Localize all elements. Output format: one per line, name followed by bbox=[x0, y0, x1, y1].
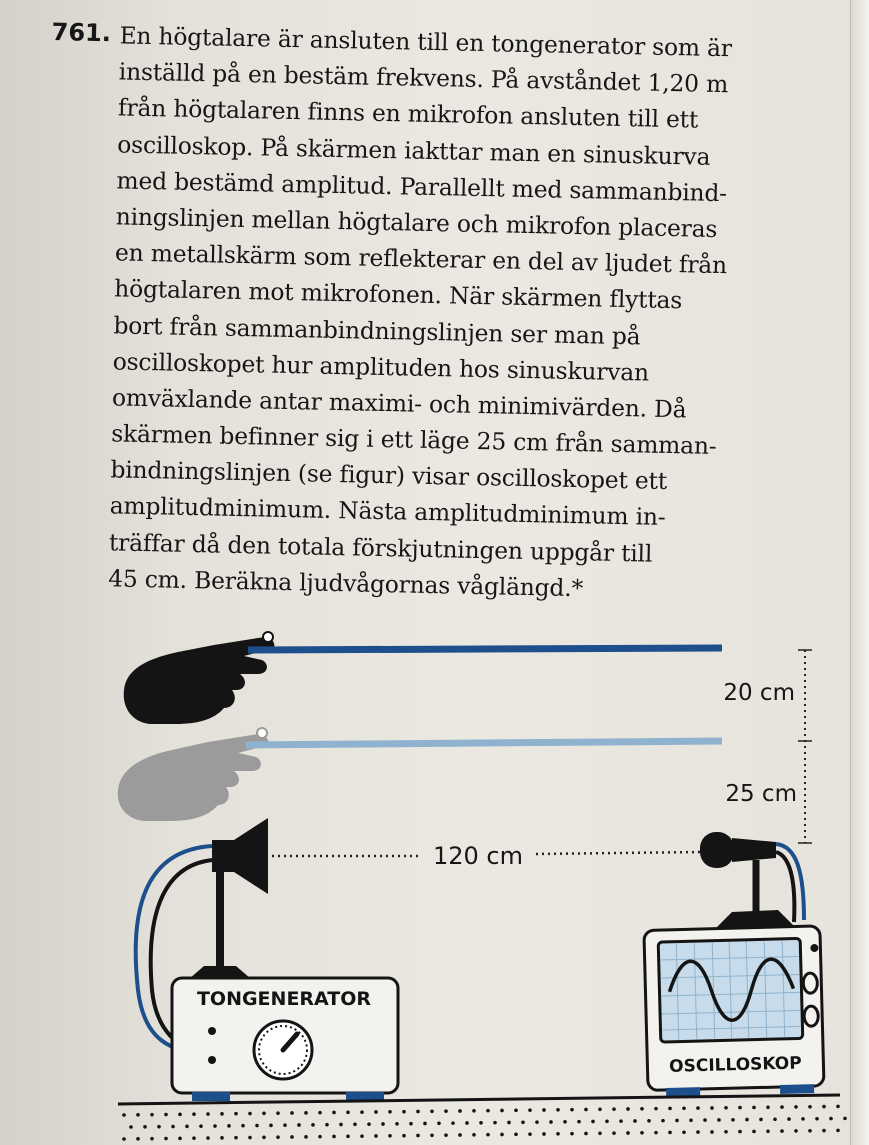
dimension-markers bbox=[798, 650, 812, 843]
hand-dark-icon bbox=[124, 632, 275, 724]
problem-number: 761. bbox=[51, 17, 112, 48]
problem-line: en metallskärm som reflekterar en del av ljudet från bbox=[114, 238, 728, 280]
oscilloscope-label: OSCILLOSKOP bbox=[668, 1053, 802, 1077]
problem-line: bort från sammanbindningslinjen ser man på bbox=[113, 310, 641, 350]
oscilloscope-foot-right bbox=[780, 1084, 814, 1094]
problem-line: inställd på en bestäm frekvens. På avståndet 1,20 m bbox=[118, 57, 729, 99]
table-dots bbox=[122, 1105, 847, 1141]
problem-line: högtalaren mot mikrofonen. När skärmen flyttas bbox=[114, 274, 683, 315]
tongenerator-foot-left bbox=[192, 1092, 230, 1101]
metal-screen-dark bbox=[248, 648, 722, 650]
frequency-dial-icon bbox=[254, 1021, 312, 1079]
problem-line: skärmen befinner sig i ett läge 25 cm från samman- bbox=[110, 419, 717, 461]
tongenerator-label: TONGENERATOR bbox=[196, 988, 372, 1010]
tongenerator-jack-2 bbox=[208, 1056, 216, 1064]
problem-line: ningslinjen mellan högtalare och mikrofon placeras bbox=[115, 202, 718, 243]
oscilloscope bbox=[644, 926, 824, 1098]
problem-line: från högtalaren finns en mikrofon ansluten till ett bbox=[117, 93, 699, 134]
label-25cm: 25 cm bbox=[725, 781, 797, 807]
tongenerator-jack-1 bbox=[208, 1027, 216, 1035]
metal-screen-light bbox=[246, 741, 722, 745]
problem-line: bindningslinjen (se figur) visar oscilloskopet ett bbox=[110, 455, 668, 496]
distance-line-right bbox=[536, 852, 700, 854]
problem-line: med bestämd amplitud. Parallellt med sammanbind- bbox=[116, 166, 728, 207]
hand-light-icon bbox=[118, 728, 269, 821]
problem-line: En högtalare är ansluten till en tongenerator som är bbox=[119, 21, 733, 63]
problem-line: 45 cm. Beräkna ljudvågornas våglängd.* bbox=[107, 564, 584, 603]
speaker-icon bbox=[182, 818, 268, 985]
problem-line: omväxlande antar maximi- och minimivärden. Då bbox=[111, 383, 687, 424]
label-20cm: 20 cm bbox=[723, 680, 795, 706]
problem-line: träffar då den totala förskjutningen uppgår till bbox=[108, 527, 653, 568]
problem-line: oscilloskop. På skärmen iakttar man en sinuskurva bbox=[117, 129, 711, 171]
problem-line: amplitudminimum. Nästa amplitudminimum in- bbox=[109, 491, 666, 532]
label-120cm: 120 cm bbox=[432, 842, 524, 870]
problem-line: oscilloskopet hur amplituden hos sinuskurvan bbox=[112, 347, 650, 387]
